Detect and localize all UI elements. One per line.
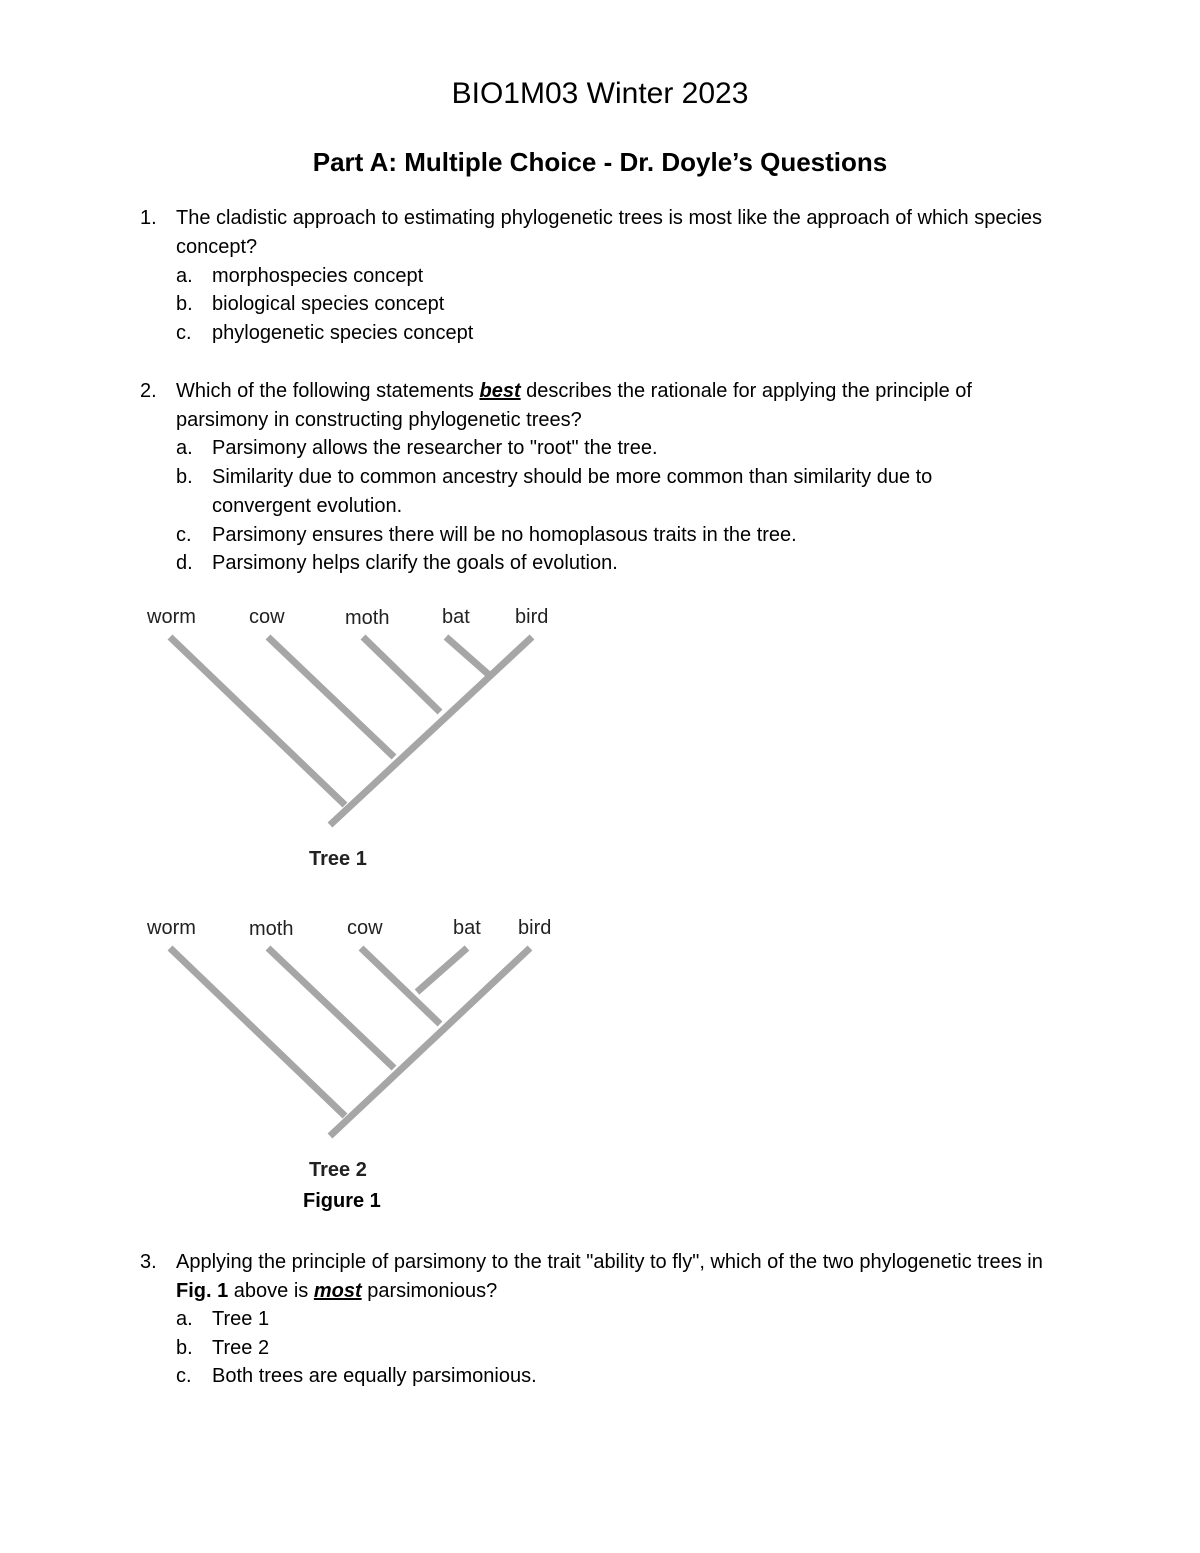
option-text: Similarity due to common ancestry should be more common than similarity due to convergent evolution. <box>212 466 933 517</box>
option-text: Parsimony allows the researcher to "root" the tree. <box>212 437 658 459</box>
question-stem <box>176 377 1056 435</box>
stem-text: Which of the following statements <box>176 380 480 402</box>
document-title: BIO1M03 Winter 2023 <box>451 77 749 110</box>
emphasized-word: best <box>479 380 521 402</box>
taxon-label: moth <box>249 918 294 940</box>
option-letter: a. <box>176 265 193 287</box>
emphasized-word: most <box>313 1280 362 1302</box>
option-letter: b. <box>176 1337 193 1359</box>
option-text: phylogenetic species concept <box>212 322 474 344</box>
option-letter: a. <box>176 437 193 459</box>
option-text: Parsimony helps clarify the goals of evolution. <box>212 552 618 574</box>
question-number: 1. <box>140 207 157 229</box>
tree-branch <box>170 637 345 805</box>
taxon-label: bird <box>518 917 552 939</box>
option-text: Both trees are equally parsimonious. <box>212 1365 537 1387</box>
option-text: Tree 2 <box>212 1337 270 1359</box>
taxon-label: bird <box>515 606 549 628</box>
taxon-label: cow <box>249 606 285 628</box>
part-heading: Part A: Multiple Choice - Dr. Doyle’s Questions <box>312 147 888 177</box>
tree-2-diagram <box>0 906 600 1146</box>
question-number: 2. <box>140 380 157 402</box>
question-number: 3. <box>140 1251 157 1273</box>
stem-text: describes the rationale for applying the principle of parsimony in constructing phylogenetic trees? <box>176 380 972 431</box>
tree-1-diagram <box>0 595 600 835</box>
option-letter: b. <box>176 466 193 488</box>
stem-text: above is <box>228 1280 314 1302</box>
tree-branch <box>363 637 440 712</box>
option-text: morphospecies concept <box>212 265 424 287</box>
taxon-label: bat <box>453 917 481 939</box>
option-text: Parsimony ensures there will be no homoplasous traits in the tree. <box>212 524 797 546</box>
taxon-label: moth <box>345 607 390 629</box>
tree-branch <box>268 637 394 757</box>
tree-branch <box>446 637 488 674</box>
option-letter: c. <box>176 1365 192 1387</box>
taxon-label: worm <box>147 606 196 628</box>
tree-branch <box>417 948 467 992</box>
option-text: biological species concept <box>212 293 445 315</box>
stem-text: parsimonious? <box>361 1280 498 1302</box>
option-letter: c. <box>176 322 192 344</box>
tree-branch <box>170 948 345 1116</box>
tree-1-label: Tree 1 <box>309 848 367 870</box>
stem-text: Applying the principle of parsimony to the trait "ability to fly", which of the two phylogenetic trees in <box>176 1251 1043 1273</box>
taxon-label: bat <box>442 606 470 628</box>
option-text: Tree 1 <box>212 1308 270 1330</box>
figure-caption: Figure 1 <box>303 1190 381 1212</box>
figure-reference: Fig. 1 <box>176 1280 229 1302</box>
taxon-label: cow <box>347 917 383 939</box>
option-letter: a. <box>176 1308 193 1330</box>
taxon-label: worm <box>147 917 196 939</box>
tree-2-label: Tree 2 <box>309 1159 367 1181</box>
tree-branch <box>330 637 532 825</box>
question-stem: The cladistic approach to estimating phylogenetic trees is most like the approach of which species concept? <box>176 207 1043 258</box>
option-letter: d. <box>176 552 193 574</box>
question-stem <box>176 1248 1056 1306</box>
option-letter: c. <box>176 524 192 546</box>
option-letter: b. <box>176 293 193 315</box>
